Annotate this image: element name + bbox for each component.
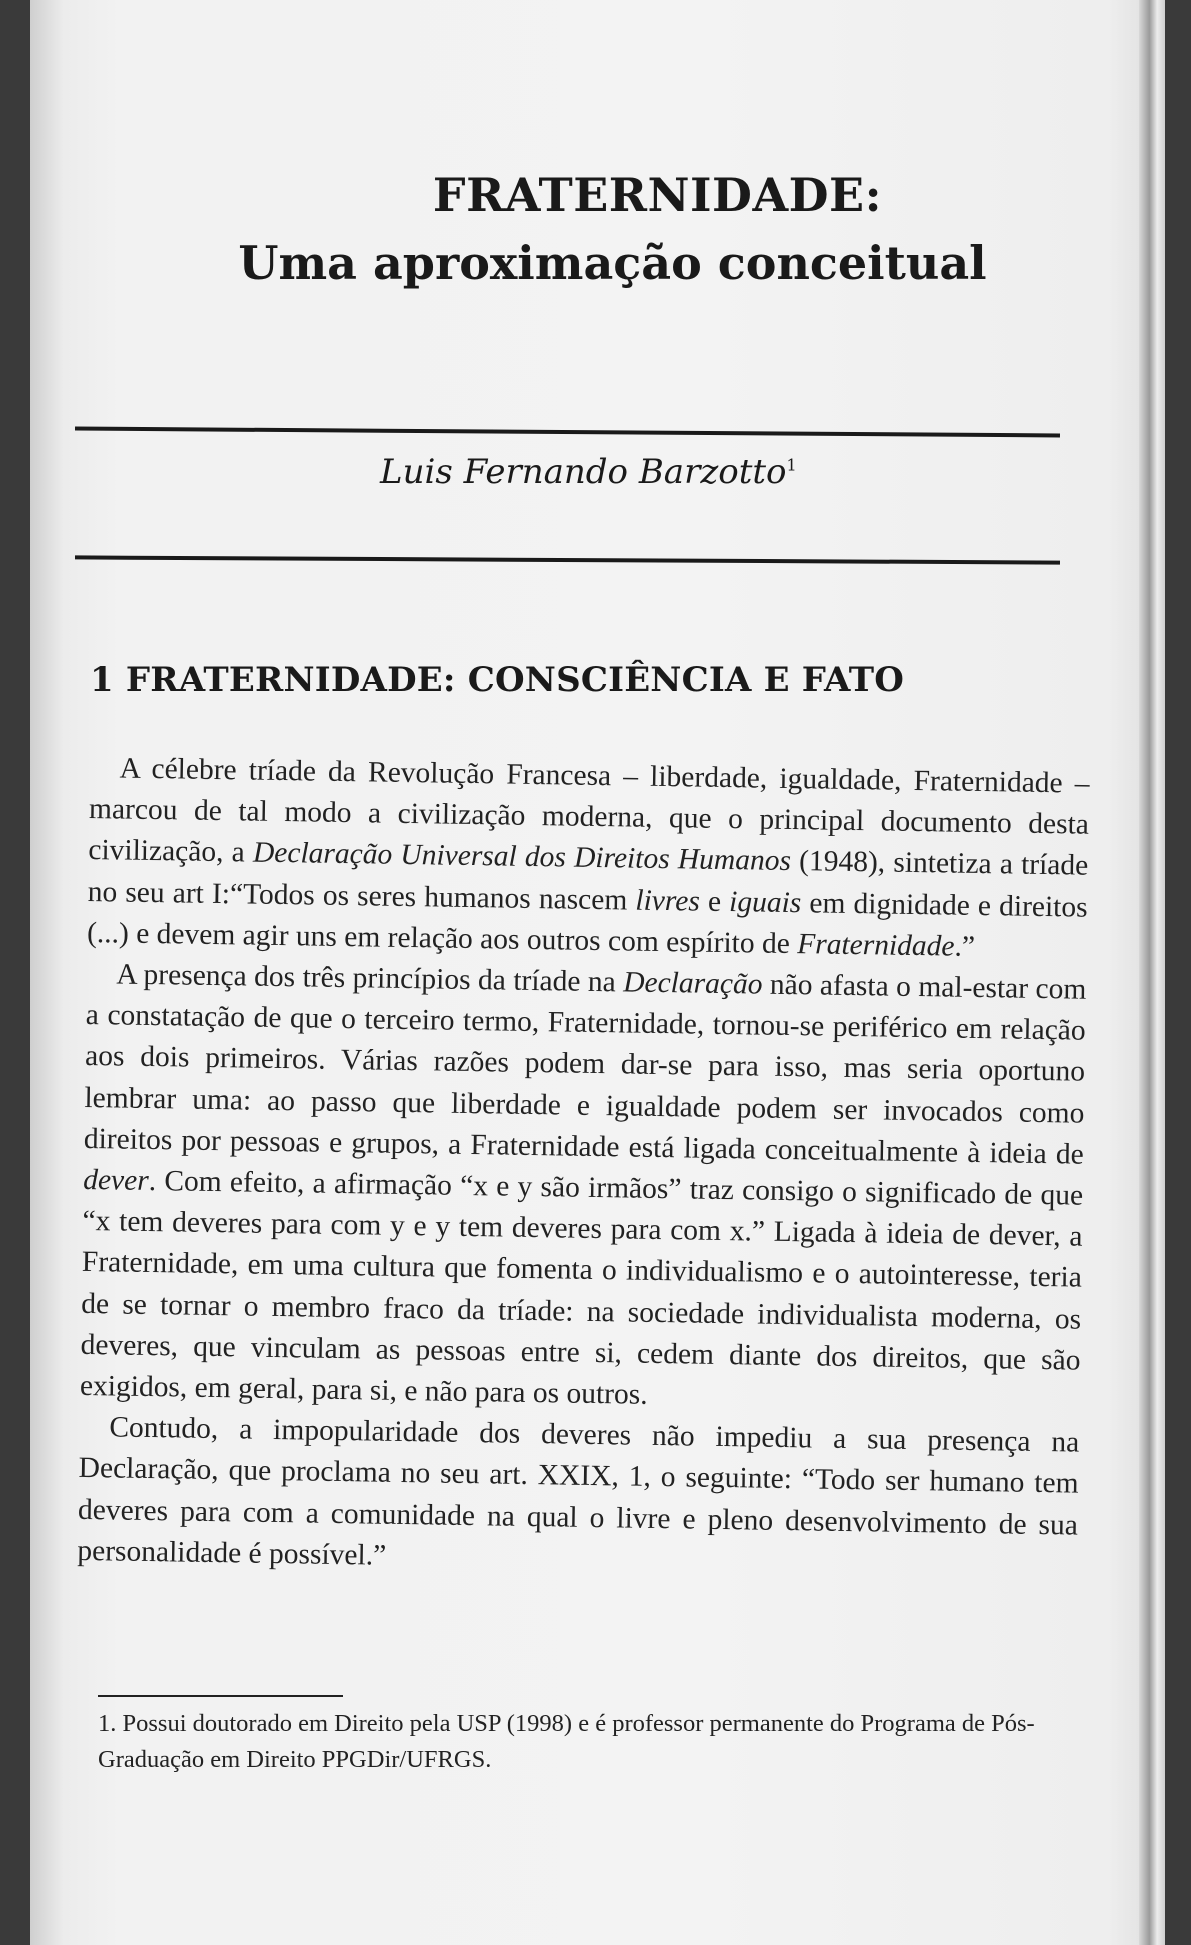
p1-text-e: e — [699, 885, 730, 918]
footnote-rule — [98, 1695, 343, 1697]
footnote: 1. Possui doutorado em Direito pela USP (1998) e é professor permanente do Programa de Pós-Graduação em Direito PPGDir/UFRGS. — [98, 1710, 1035, 1773]
p1-text-a: A célebre tríade da Revolução Francesa – liberdade, igualdade, Fraternidade – marcou de tal modo a civilização moderna, que o principal documento desta civilização, a — [88, 752, 1090, 869]
book-page — [30, 0, 1165, 1945]
author-line — [380, 452, 797, 492]
p2-text-e: . Com efeito, a afirmação “x e y são irmãos” traz consigo o significado de que “x tem deveres para com y e y tem deveres para com x.” Ligada à ideia de dever, a Fraternidade, em uma cultura que fomenta o individualismo e o autointeresse, teria de se tornar o membro fraco da tríade: na sociedade individualista moderna, os deveres, que vinculam as pessoas entre si, cedem diante dos direitos, que são exigidos, em geral, para si, e não para os outros. — [79, 1165, 1084, 1411]
page-edge — [1139, 0, 1165, 1945]
section-heading: 1 FRATERNIDADE: CONSCIÊNCIA E FATO — [90, 660, 905, 700]
author-footnote-mark: 1 — [786, 455, 797, 475]
title-rule-top — [75, 427, 1060, 438]
p2-text-a: A presença dos três princípios da tríade na — [116, 958, 624, 999]
p2-italic-declaracao: Declaração — [622, 966, 763, 1001]
chapter-subtitle: Uma aproximação conceitual — [238, 236, 987, 290]
title-rule-bottom — [75, 555, 1060, 564]
paragraph-2 — [80, 954, 1087, 1423]
paragraph-1 — [87, 748, 1090, 970]
p1-text-i: .” — [954, 930, 976, 963]
p1-italic-livres: livres — [635, 884, 701, 918]
p1-text-g: em dignidade e direitos (...) e devem agir uns em relação aos outros com espírito de — [86, 886, 1088, 960]
body-text — [77, 748, 1090, 1588]
paragraph-3: Contudo, a impopularidade dos deveres não impediu a sua presença na Declaração, que proclama no seu art. XXIX, 1, o seguinte: “Todo ser humano tem deveres para com a comunidade na qual o livre e pleno desenvolvimento de sua personalidade é possível.” — [77, 1411, 1080, 1572]
chapter-title: FRATERNIDADE: — [432, 168, 883, 222]
p2-italic-dever: dever — [82, 1163, 149, 1198]
p2-text-c: não afasta o mal-estar com a constatação de que o terceiro termo, Fraternidade, tornou-se periférico em relação aos dois primeiros. Várias razões podem dar-se para isso, mas seria oportuno lembrar uma: ao passo que liberdade e igualdade podem ser invocados como direitos por pessoas e grupos, a Fraternidade está ligada conceitualmente à ideia de — [83, 968, 1087, 1171]
author-name: Luis Fernando Barzotto — [380, 452, 787, 492]
p1-italic-fraternidade: Fraternidade — [796, 927, 955, 963]
p1-italic-declaration: Declaração Universal dos Direitos Humanos — [252, 836, 792, 878]
p1-text-c: (1948), sintetiza a tríade no seu art I:“Todos os seres humanos nascem — [87, 845, 1089, 917]
p1-italic-iguais: iguais — [728, 885, 802, 919]
